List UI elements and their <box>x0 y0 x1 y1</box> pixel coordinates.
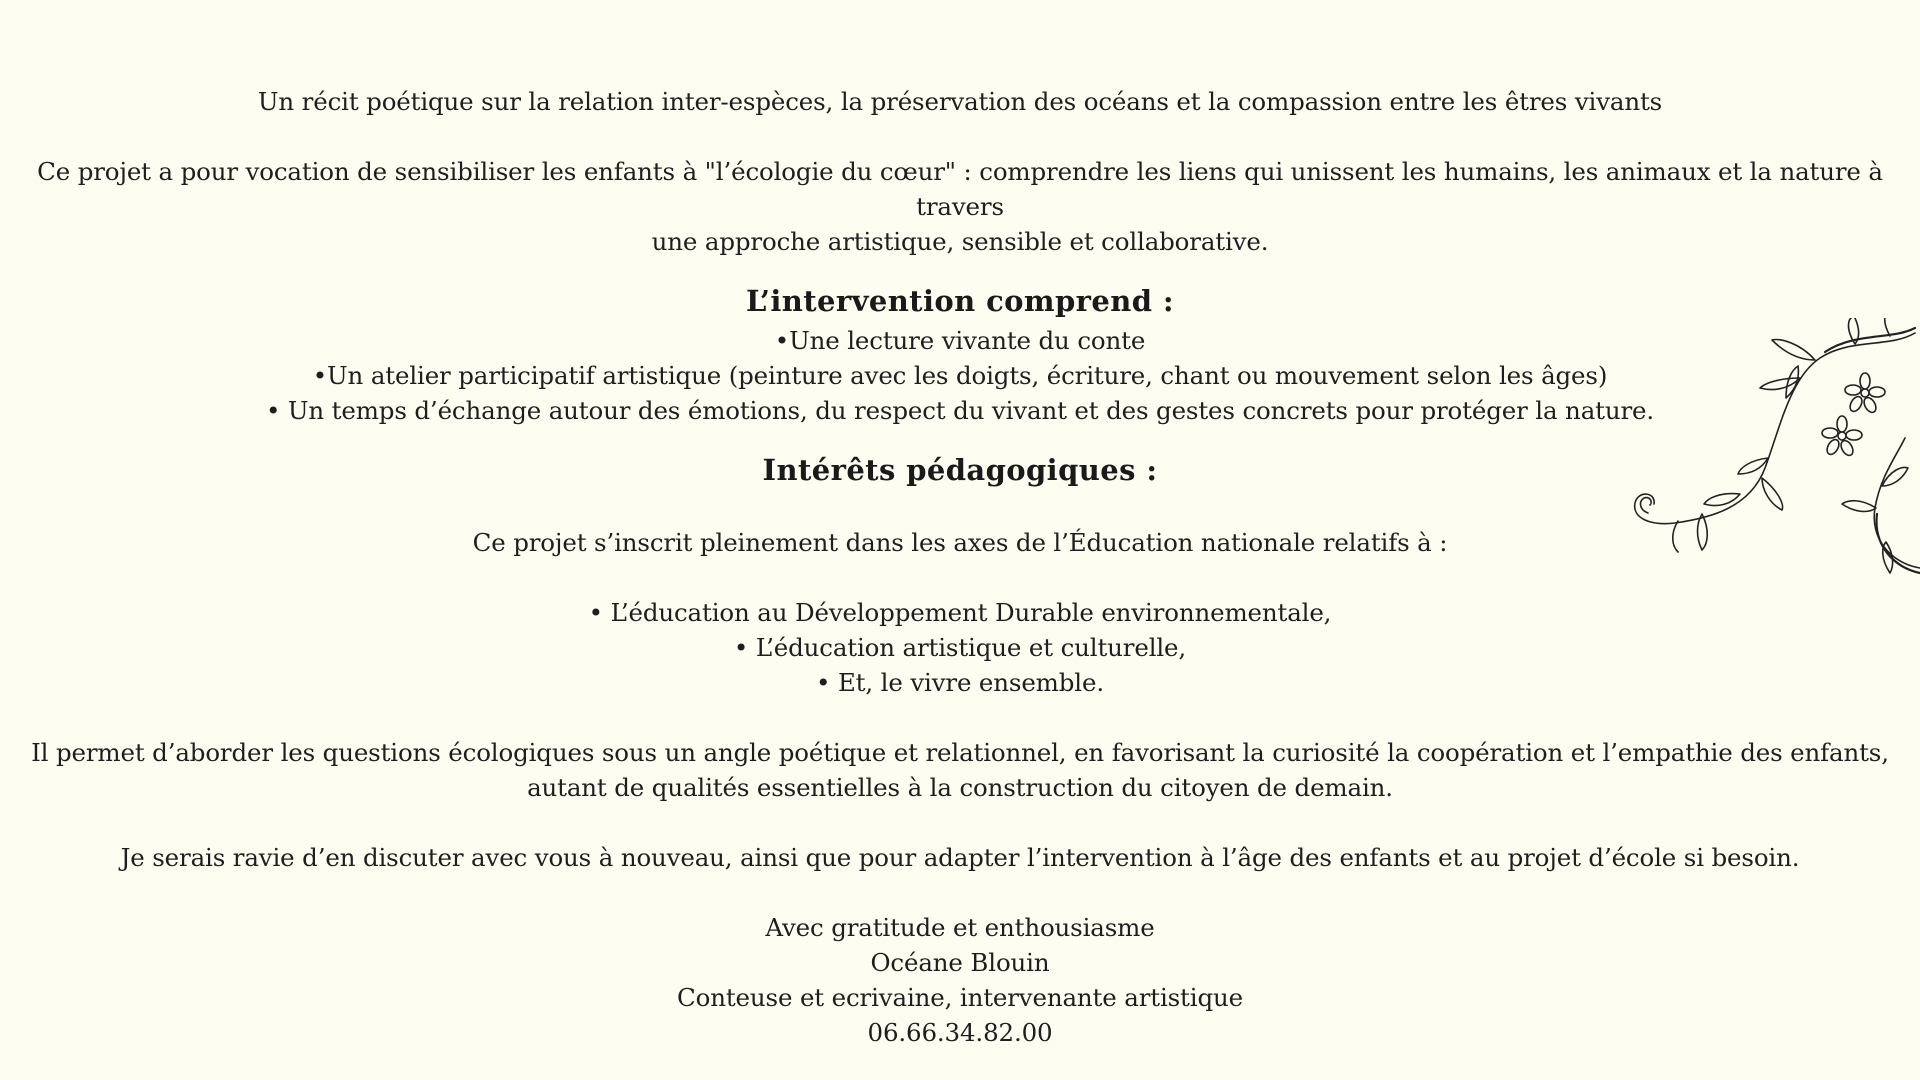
purpose-line-2: une approche artistique, sensible et collaborative. <box>651 227 1269 256</box>
signature-name: Océane Blouin <box>870 948 1050 977</box>
signature-phone: 06.66.34.82.00 <box>867 1018 1053 1047</box>
signature-salutation: Avec gratitude et enthousiasme <box>765 913 1155 942</box>
flower-icon <box>1822 416 1862 457</box>
pedagogy-conclusion-line-2: autant de qualités essentielles à la construction du citoyen de demain. <box>527 773 1393 802</box>
intervention-item: •Une lecture vivante du conte <box>774 326 1146 355</box>
closing-invitation: Je serais ravie d’en discuter avec vous à nouveau, ainsi que pour adapter l’intervention à l’âge des enfants et au projet d’école si besoin. <box>120 843 1800 872</box>
signature-role: Conteuse et ecrivaine, intervenante artistique <box>677 983 1243 1012</box>
pedagogy-intro: Ce projet s’inscrit pleinement dans les axes de l’Éducation nationale relatifs à : <box>472 528 1448 557</box>
pedagogy-conclusion-line-1: Il permet d’aborder les questions écologiques sous un angle poétique et relationnel, en favorisant la curiosité la coopération et l’empathie des enfants, <box>31 738 1889 767</box>
pedagogy-item: • Et, le vivre ensemble. <box>816 668 1104 697</box>
pedagogy-item: • L’éducation au Développement Durable environnementale, <box>588 598 1332 627</box>
intervention-item: • Un temps d’échange autour des émotions, du respect du vivant et des gestes concrets pour protéger la nature. <box>265 396 1655 425</box>
flower-icon <box>1845 373 1885 414</box>
pedagogy-heading: Intérêts pédagogiques : <box>762 453 1158 487</box>
subtitle: Un récit poétique sur la relation inter-espèces, la préservation des océans et la compassion entre les êtres vivants <box>257 87 1663 116</box>
floral-vine-decoration <box>1590 318 1920 618</box>
purpose-line-1: Ce projet a pour vocation de sensibiliser les enfants à "l’écologie du cœur" : comprendre les liens qui unissent les humains, les animaux et la nature à travers <box>37 157 1883 221</box>
pedagogy-item: • L’éducation artistique et culturelle, <box>733 633 1187 662</box>
intervention-heading: L’intervention comprend : <box>746 284 1174 318</box>
intervention-item: •Un atelier participatif artistique (peinture avec les doigts, écriture, chant ou mouvement selon les âges) <box>312 361 1608 390</box>
